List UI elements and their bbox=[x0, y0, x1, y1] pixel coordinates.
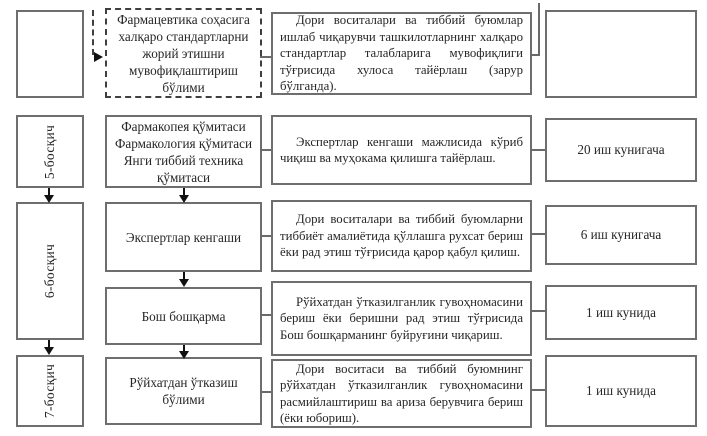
stage-box-6 bbox=[16, 202, 84, 340]
duration-4-label: 1 иш кунида bbox=[586, 304, 656, 320]
connector-line bbox=[260, 56, 271, 58]
org-box-standards-coordination-dept bbox=[105, 8, 262, 98]
arrow-down-icon bbox=[179, 279, 189, 287]
duration-box-5 bbox=[545, 355, 697, 427]
org-standards-coordination-label: Фармацевтика соҳасига халқаро стандартларни жорий этишни мувофиқлаштириш бўлими bbox=[117, 11, 250, 95]
task-5-text: Дори воситаси ва тиббий буюмнинг рўйхатдан ўтказилганлик гувоҳномасини расмийлаштириш ва ариза берувчига бериш (ёки юбориш). bbox=[280, 361, 523, 425]
task-4-text: Рўйхатдан ўтказилганлик гувоҳномасини бериш ёки беришни рад этиш тўғрисида Бош бошқарманинг буйруғини чиқариш. bbox=[280, 294, 523, 342]
task-1-text: Дори воситалари ва тиббий буюмлар ишлаб чиқарувчи ташкилотларнинг халқаро стандартлар талабларига мувофиқлиги тўғрисида хулоса тайёрлаш (зарур бўлганда). bbox=[280, 13, 523, 94]
duration-box-2 bbox=[545, 118, 697, 182]
stage-6-label: 6-босқич bbox=[41, 243, 57, 299]
connector-line bbox=[531, 233, 545, 235]
arrow-right-icon bbox=[94, 52, 103, 62]
stage-7-label: 7-босқич bbox=[41, 363, 57, 419]
task-box-4 bbox=[271, 281, 532, 356]
task-box-3 bbox=[271, 200, 532, 272]
arrow-down-icon bbox=[179, 195, 189, 203]
org-box-committees bbox=[105, 115, 262, 188]
arrow-down-icon bbox=[179, 351, 189, 359]
connector-line bbox=[260, 314, 271, 316]
stage-box-7 bbox=[16, 355, 84, 427]
org-expert-council-label: Экспертлар кенгаши bbox=[125, 229, 242, 245]
connector-line bbox=[531, 54, 540, 56]
task-box-5 bbox=[271, 359, 532, 428]
arrow-down-icon bbox=[44, 347, 54, 355]
duration-3-label: 6 иш кунигача bbox=[580, 227, 662, 242]
org-registration-dept-label: Рўйхатдан ўтказиш бўлими bbox=[129, 375, 238, 407]
task-box-2 bbox=[271, 115, 532, 185]
connector-line bbox=[260, 149, 271, 151]
stage-box-blank bbox=[16, 10, 84, 98]
connector-line bbox=[531, 310, 545, 312]
connector-line bbox=[260, 235, 271, 237]
task-2-text: Экспертлар кенгаши мажлисида кўриб чиқиш ва муҳокама қилишга тайёрлаш. bbox=[280, 134, 523, 165]
connector-line bbox=[531, 149, 545, 151]
duration-box-3 bbox=[545, 205, 697, 265]
org-box-head-department bbox=[105, 287, 262, 345]
stage-box-5 bbox=[16, 115, 84, 188]
org-committees-label: Фармакопея қўмитаси Фармакология қўмитаси Янги тиббий техника қўмитаси bbox=[114, 118, 253, 185]
duration-2-label: 20 иш кунигача bbox=[577, 142, 665, 157]
org-head-department-label: Бош бошқарма bbox=[141, 308, 226, 324]
connector-line bbox=[538, 3, 540, 56]
stage-5-label: 5-босқич bbox=[41, 124, 57, 179]
task-3-text: Дори воситалари ва тиббий буюмларни тиббиёт амалиётида қўллашга рухсат бериш ёки рад этиш тўғрисида қарор қабул қилиш. bbox=[280, 212, 523, 260]
dashed-connector-line bbox=[92, 10, 94, 55]
duration-box-4 bbox=[545, 285, 697, 340]
connector-line bbox=[531, 389, 545, 391]
duration-5-label: 1 иш кунида bbox=[586, 383, 656, 398]
duration-box-blank bbox=[545, 10, 697, 98]
arrow-down-icon bbox=[44, 195, 54, 203]
connector-line bbox=[260, 391, 271, 393]
task-box-1 bbox=[271, 12, 532, 95]
org-box-registration-dept bbox=[105, 357, 262, 425]
org-box-expert-council bbox=[105, 202, 262, 272]
